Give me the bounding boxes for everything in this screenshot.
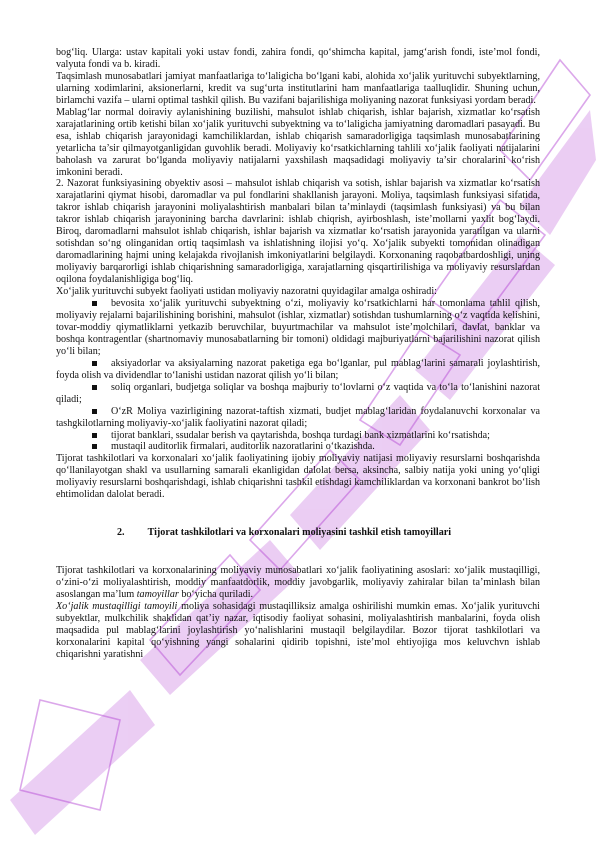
section-number: 2.	[117, 527, 125, 539]
list-item-text: bevosita xo‘jalik yurituvchi subyektning o‘zi, moliyaviy ko‘rsatkichlarni har tomonlama tahlil qilish, moliyaviy rejalarni bajarilishining borishini, mahsulot (ishlar, xizmatlar) sotishdan tushumlarning o‘z vaqtida kelishini, tovar-moddiy qiymatliklarni yetkazib beruvchilar, buyurtmachilar va mahsulot iste’molchilari, davlat, banklar va boshqa kontragentlar (shartnomaviy munosabatlarning bir tomoni) oldidagi majburiyatlarni bajarilishini nazorat qilish yo‘li bilan;	[56, 298, 540, 357]
paragraph: Tijorat tashkilotlari va korxonalari xo‘jalik faoliyatining ijobiy moliyaviy natijasi moliyaviy resurslarni boshqarishda qo‘llanilayotgan shakl va usullarning samarali ekanligidan dalolat bersa, aksincha, salbiy natija yoki uning yo‘qligi moliyaviy resurslarni boshqarishdagi, ishlab chiqarishni tashkil etishdagi kamchiliklardan va korxonani bankrot bo‘lish ehtimolidan dalolat beradi.	[56, 453, 540, 501]
list-item	[56, 358, 540, 382]
document-page	[56, 47, 540, 661]
list-item	[56, 298, 540, 358]
paragraph: Xo‘jalik yurituvchi subyekt faoliyati ustidan moliyaviy nazoratni quyidagilar amalga oshiradi:	[56, 286, 437, 298]
list-item	[56, 430, 540, 442]
list-item-text: mustaqil auditorlik firmalari, auditorlik nazoratlarini o‘tkazishda.	[111, 441, 375, 453]
list-item-text: O‘zR Moliya vazirligining nazorat-taftish xizmati, budjet mablag‘laridan foydalanuvchi korxonalar va tashgkilotlarning moliyaviy-xo‘jalik faoliyatini nazorat qiladi;	[56, 405, 540, 429]
section-heading	[56, 527, 540, 539]
paragraph: Mablag‘lar normal doiraviy aylanishining buzilishi, mahsulot ishlab chiqarish, ishlar bajarish, xizmatlar ko‘rsatish xarajatlarining ortib ketishi bilan xo‘jalik yurituvchi subyektning va to‘laligicha jamiyatning daromadlari pasayadi. Bu esa, ishlab chiqarish jarayonidagi kamchiliklardan, ishlab chiqarish samaradorligiga taqsimlash munosabatlarining yetarlicha ta’sir qilmayotganligidan guvohlik beradi. Moliyaviy ko‘rsatkichlarning tahlili xo‘jalik faoliyati natijalarini baholash va zarurat bo‘lganda moliyaviy natijalarni yaxshilash maqsadidagi moliyaviy ta’sir choralarini ko‘rish imkonini beradi.	[56, 106, 540, 178]
list-item	[56, 441, 540, 453]
list-item	[56, 382, 540, 406]
paragraph: 2. Nazorat funksiyasining obyektiv asosi – mahsulot ishlab chiqarish va sotish, ishlar bajarish va xizmatlar ko‘rsatish xarajatlarini qiymat hisobi, daromadlar va pul fondlarini shakllanish jarayoni. Moliya, taqsimlash funksiyasi sifatida, takror ishlab chiqarish jarayonini moliyalashtirish manbalari bilan ta’minlaydi (taqsimlash funksiyasi) va bu bilan takror ishlab chiqarish jarayonining barcha davrlarini: ishlab chiqrish, ayirboshlash, iste’mollarni yaxlit bog‘laydi. Biroq, daromadlarni mahsulot ishlab chiqarish, ishlar bajarish va xizmatlar ko‘rsatish jarayonida yaratilgan va ularni sotishdan so‘ng olinganidan ortiq taqsimlash va ishlatishning ilojisi yo‘q. Xo‘jalik subyekti tomonidan olinadigan daromadlarining hajmi uning kelajakda rivojlanish imkoniyatlarini belgilaydi. Korxonaning raqobatbardoshligi, uning moliyaviy barqarorligi ishlab chiqarishning samaradorligiga, xarajatlarning qisqartirilishiga va moliyaviy resurslardan oqilona foydalanishligiga bog‘liq.	[56, 178, 540, 286]
paragraph-text: Tijorat tashkilotlari va korxonalarining moliyaviy munosabatlari xo‘jalik faoliyatining asoslari: xo‘jalik mustaqilligi, o‘zini-o‘zi moliyalashtirish, moddiy manfaatdorlik, moddiy javobgarlik, moliyaviy zahiralar bilan ta’minlash bilan asoslangan ma’lum	[56, 565, 540, 601]
bullet-square-icon	[92, 409, 97, 414]
bullet-square-icon	[92, 433, 97, 438]
section-title: Tijorat tashkilotlari va korxonalari moliyasini tashkil etish tamoyillari	[147, 527, 452, 539]
italic-term: Xo‘jalik mustaqilligi tamoyili	[56, 601, 178, 613]
italic-term: tamoyillar	[136, 589, 179, 601]
paragraph: bog‘liq. Ularga: ustav kapitali yoki ustav fondi, zahira fondi, qo‘shimcha kapital, jamg‘arish fondi, iste’mol fondi, valyuta fondi va b. kiradi.	[56, 47, 540, 70]
bullet-square-icon	[92, 385, 97, 390]
bullet-square-icon	[92, 361, 97, 366]
paragraph	[56, 565, 540, 601]
bullet-square-icon	[92, 444, 97, 449]
paragraph	[56, 601, 540, 661]
paragraph-text: moliya sohasidagi mustaqilliksiz amalga oshirilishi mumkin emas. Xo‘jalik yurituvchi subyektlar, mulkchilik shaklidan qat’iy nazar, iqtisodiy faoliyat sohasini, moliyalashtirish manbalarini, foyda olish maqsadida pul mablag‘larini joylashtirish yo‘nalishlarini mustaqil belgilaydilar. Bozor tijorat tashkilotlari va korxonalarini kapital qo‘yishning yangi sohalarini qidirib topishni, iste’mol ehtiyojiga mos keluvchvn ishlab chiqarishni yaratishni	[56, 601, 540, 660]
list-item	[56, 406, 540, 430]
list-item-text: soliq organlari, budjetga soliqlar va boshqa majburiy to‘lovlarni o‘z vaqtida va to‘la to‘lanishini nazorat qiladi;	[56, 381, 540, 405]
bullet-square-icon	[92, 301, 97, 306]
list-item-text: aksiyadorlar va aksiyalarning nazorat paketiga ega bo‘lganlar, pul mablag‘larini samarali joylashtirish, foyda olish va dividendlar to‘lanishi ustidan nazorat qilish yo‘li bilan;	[56, 357, 540, 381]
paragraph-text: bo‘yicha quriladi.	[178, 589, 254, 601]
paragraph: Taqsimlash munosabatlari jamiyat manfaatlariga to‘laligicha bo‘lgani kabi, alohida xo‘jalik yurituvchi subyektlarning, ularning xodimlarini, aksionerlarni, kredit va sug‘urta institutlarini ham manfaatlariga taalluqlidir. Shuning uchun, birlamchi vazifa – ularni optimal tashkil qilish. Bu vazifani bajarilishiga moliyaning nazorat funksiyasi yordam beradi.	[56, 70, 540, 106]
list-item-text: tijorat banklari, ssudalar berish va qaytarishda, boshqa turdagi bank xizmatlarini ko‘rsatishda;	[111, 429, 490, 441]
